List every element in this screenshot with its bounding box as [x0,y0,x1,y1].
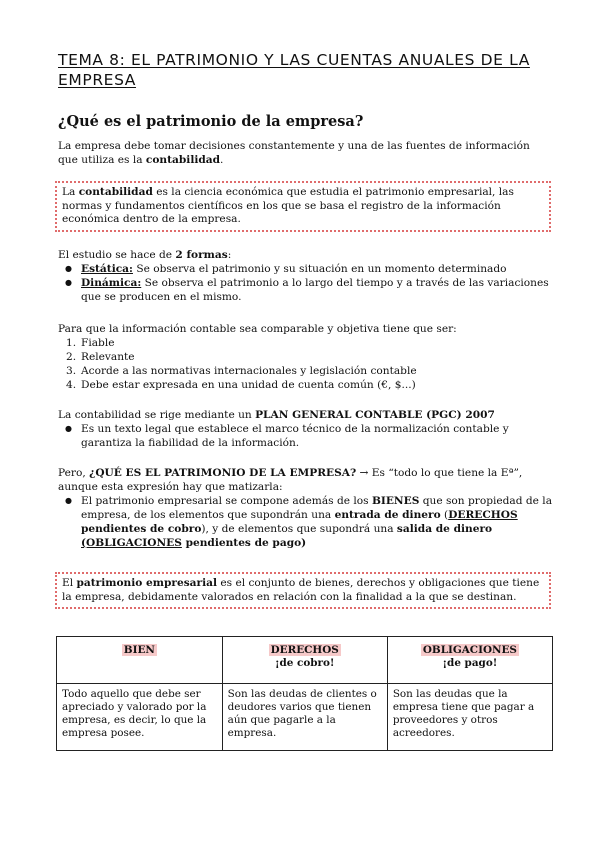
pgc-pre: La contabilidad se rige mediante un [58,409,256,421]
list-item: ● Es un texto legal que establece el marco técnico de la normalización contable y garantiza la fiabilidad de la información. [58,422,553,450]
bold-run: salida de dinero [396,523,493,535]
text-run: ), y de elementos que supondrá una [201,523,397,535]
box1-post: es la ciencia económica que estudia el patrimonio empresarial, las normas y fundamentos científicos en los que se basa el registro de la información económica dentro de la empresa. [62,186,514,225]
text-run: El patrimonio empresarial se compone además de los [81,495,372,507]
box1-pre: La [62,186,79,198]
requirements-list [58,336,553,392]
intro-end: . [220,154,224,166]
patrimonio-table [56,636,553,751]
definition-box-patrimonio [55,572,551,609]
list-item-text: Se observa el patrimonio y su situación en un momento determinado [132,263,507,275]
question-paragraph [58,466,553,550]
intro-paragraph [58,139,553,167]
table-cell-derechos: Son las deudas de clientes o deudores varios que tienen aún que pagarle a la empresa. [222,684,387,751]
pgc-list [58,422,553,450]
box2-bold: patrimonio empresarial [76,577,218,589]
list-item-text: Relevante [81,351,135,363]
pgc-paragraph [58,408,553,450]
bold-run: entrada de dinero [334,509,441,521]
intro-bold: contabilidad [145,154,221,166]
list-number: 4. [66,379,77,391]
header-sub: ¡de pago! [442,657,498,669]
intro-text: La empresa debe tomar decisiones constantemente y una de las fuentes de información que utiliza es la [58,140,530,166]
bold-run: pendientes de cobro [81,523,202,535]
bold-underline-run: DERECHOS [448,509,518,521]
question-list [58,494,553,550]
list-item [58,494,553,550]
list-item-text: Fiable [81,337,115,349]
table-header-row [57,637,553,684]
study-bold: 2 formas [175,249,228,261]
requirements-paragraph [58,322,553,392]
list-item [58,364,553,378]
box1-bold: contabilidad [78,186,153,198]
question-post: → Es “todo lo que tiene la Eª”, aunque esta expresión hay que matizarla: [58,467,523,493]
question-bold: ¿QUÉ ES EL PATRIMONIO DE LA EMPRESA? [89,467,357,479]
box2-pre: El [62,577,77,589]
study-list [58,262,553,304]
list-item [58,350,553,364]
bold-run: pendientes de pago) [181,537,307,549]
study-paragraph [58,248,553,304]
list-item-term: Dinámica: [81,277,142,289]
bold-run: BIENES [371,495,420,507]
table-header-obligaciones [387,637,552,684]
table-header-derechos [222,637,387,684]
list-item-text: Acorde a las normativas internacionales y legislación contable [81,365,417,377]
table-header-bien [57,637,223,684]
header-label: BIEN [123,644,155,656]
header-label: DERECHOS [270,644,339,656]
list-number: 3. [66,365,77,377]
text-run: que son propiedad de la empresa, de los elementos que supondrán una [81,495,553,521]
list-item [58,336,553,350]
header-sub: ¡de cobro! [274,657,335,669]
list-item-text: Debe estar expresada en una unidad de cuenta común (€, $...) [81,379,416,391]
section-heading: ¿Qué es el patrimonio de la empresa? [58,113,364,130]
list-item [58,276,553,304]
definition-box-contabilidad [55,181,551,232]
study-post: : [227,249,232,261]
box2-post: es el conjunto de bienes, derechos y obligaciones que tiene la empresa, debidamente valorados en relación con la finalidad a la que se destinan. [62,577,540,603]
text-run: ( [440,509,449,521]
page-title: TEMA 8: EL PATRIMONIO Y LAS CUENTAS ANUALES DE LA EMPRESA [58,51,530,89]
pgc-bold: PLAN GENERAL CONTABLE (PGC) 2007 [255,409,495,421]
list-number: 1. [66,337,77,349]
list-item-term: Estática: [81,263,133,275]
list-number: 2. [66,351,77,363]
header-label: OBLIGACIONES [422,644,517,656]
table-cell-bien: Todo aquello que debe ser apreciado y valorado por la empresa, es decir, lo que la empresa posee. [57,684,223,751]
list-item-text: Se observa el patrimonio a lo largo del tiempo y a través de las variaciones que se producen en el mismo. [81,277,549,303]
table-cell-obligaciones: Son las deudas que la empresa tiene que pagar a proveedores y otros acreedores. [387,684,552,751]
question-pre: Pero, [58,467,90,479]
bold-underline-run: (OBLIGACIONES [81,537,182,549]
list-item [58,262,553,276]
table-row [57,684,553,751]
requirements-lead: Para que la información contable sea comparable y objetiva tiene que ser: [58,323,457,335]
list-item [58,378,553,392]
study-pre: El estudio se hace de [58,249,176,261]
